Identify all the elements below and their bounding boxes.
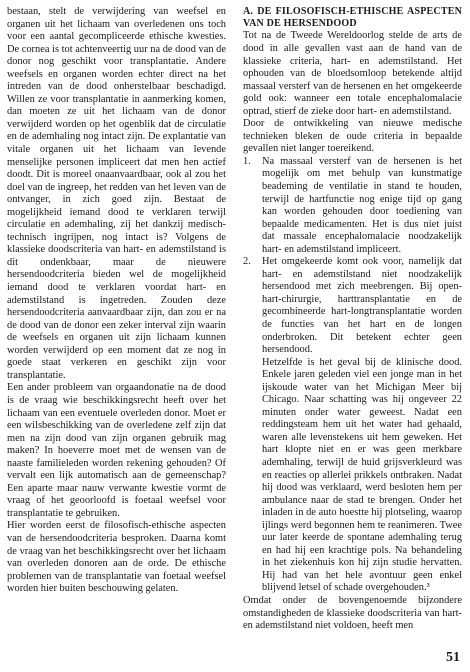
paragraph: Omdat onder de bovengenoemde bijzondere omstandigheden de klassieke doodscriteria van hart- en ademstilstand niet voldoen, heeft men bbox=[243, 595, 462, 632]
paragraph: Een ander probleem van orgaandonatie na de dood is de vraag wie beschikkingsrecht heeft over het lichaam van een eventuele overleden donor. Moet er een wilsbeschikking van de overledene zelf zijn dat men na zijn dood van zijn organen gebruik mag maken? In hoeverre moet met de wensen van de naaste familieleden worden rekening gehouden? Of vervalt een lijk automatisch aan de gemeenschap? Een aparte maar nauw verwante kwestie vormt de vraag of het geoorloofd is foetaal weefsel voor transplantatie te gebruiken. bbox=[7, 382, 226, 519]
paragraph: Hier worden eerst de filosofisch-ethische aspecten van de hersendoodcriteria besproken. Daarna komt de vraag van het beschikkingsrecht over het lichaam van overleden donoren aan de orde. De ethische problemen van de transplantatie van foetaal weefsel worden hier buiten beschouwing gelaten. bbox=[7, 520, 226, 595]
paragraph: bestaan, stelt de verwijdering van weefsel en organen uit het lichaam van overledenen ons toch voor een aantal gecompliceerde ethische kwesties. De cornea is tot achtenveertig uur na de dood van de donor nog geschikt voor transplantatie. Andere weefsels en organen worden echter direct na het intreden van de dood onherstelbaar beschadigd. Willen ze voor transplantatie in aanmerking komen, dan moeten ze uit het lichaam van de donor verwijderd worden op het ogenblik dat de circulatie en de ademhaling nog intact zijn. De explantatie van vitale organen uit het lichaam van levende menselijke personen impliceert dat men hen actief doodt. Dit is moreel onaanvaardbaar, ook al zou het doel van de ingreep, het redden van het leven van de ontvanger, in zich goed zijn. Bestaat de mogelijkheid iemand dood te verklaren terwijl circulatie en ademhaling, zij het dankzij medisch-technisch ingrijpen, nog intact is? Volgens de klassieke doodscriteria van hart- en ademstilstand is dit ondenkbaar, maar de nieuwere hersendoodcriteria bieden wel de mogelijkheid iemand dood te verklaren voordat hart- en ademstilstand is ingetreden. Zouden deze hersendoodcriteria aanvaardbaar zijn, dan zou er na de dood van de donor een zeker interval zijn waarin de weefsels en organen uit zijn lichaam kunnen worden verwijderd op een moment dat ze nog in goede staat verkeren en geschikt zijn voor transplantatie. bbox=[7, 6, 226, 381]
list-item bbox=[243, 256, 462, 595]
list-item-number: 2. bbox=[243, 256, 251, 268]
list-item bbox=[243, 156, 462, 256]
paragraph: Tot na de Tweede Wereldoorlog stelde de arts de dood in alle gevallen vast aan de hand van de klassieke criteria, hart- en ademstilstand. Het ophouden van de bloedsomloop betekende altijd massaal versterf van de hersenen en het omgekeerde gold ook: wanneer een totale encephalomalacie optrad, stierf de zieke door hart- en ademstilstand. bbox=[243, 30, 462, 117]
page-number: 51 bbox=[446, 650, 460, 665]
list-item-number: 1. bbox=[243, 155, 251, 167]
list-item-continuation: Hetzelfde is het geval bij de klinische dood. Enkele jaren geleden viel een jonge man in het ijskoude water van het Michigan Meer bij Chicago. Naar schatting was hij ongeveer 22 minuten onder water geweest. Nadat een reddingsteam hem uit het water had gehaald, waren alle levenstekens uit hem geweken. Het hart klopte niet en er was geen merkbare ademhaling, terwijl de huid grijsverkleurd was en reacties op allerlei prikkels ontbraken. Nadat hij dood was verklaard, werd besloten hem per ambulance naar de stad te brengen. Onder het inladen in de auto hoestte hij plotseling, waarop ijlings werd begonnen hem te reanimeren. Twee uur later keerde de spontane ademhaling terug en had hij een krachtige pols. Na behandeling in het ziekenhuis kon hij zijn studie hervatten. Hij had van het hele avontuur geen enkel blijvend letsel of schade overgehouden.³ bbox=[262, 356, 462, 594]
right-column bbox=[243, 6, 462, 633]
list-item-text: Het omgekeerde komt ook voor, namelijk dat hart- en ademstilstand niet noodzakelijk hersendood met zich meebrengen. Bij open-hart-chirurgie, harttransplantatie en de gecombineerde hart-longtransplantatie worden de functies van het hart en de longen onderbroken. Dit betekent echter geen hersendood. bbox=[262, 256, 462, 356]
section-heading: A. DE FILOSOFISCH-ETHISCHE ASPECTEN VAN DE HERSENDOOD bbox=[243, 6, 462, 30]
list-item-text: Na massaal versterf van de hersenen is het mogelijk om met behulp van kunstmatige beademing de ventilatie in stand te houden, terwijl de hartfunctie nog enige tijd op gang kan worden gehouden door toediening van bepaalde medicamenten. Het is dus niet juist dat massale encephalomalacie noodzakelijk hart- en ademstilstand impliceert. bbox=[262, 155, 462, 255]
numbered-list bbox=[243, 156, 462, 595]
paragraph: Door de ontwikkeling van nieuwe medische technieken bleken de oude criteria in bepaalde gevallen niet langer toereikend. bbox=[243, 118, 462, 155]
left-column bbox=[7, 6, 226, 596]
